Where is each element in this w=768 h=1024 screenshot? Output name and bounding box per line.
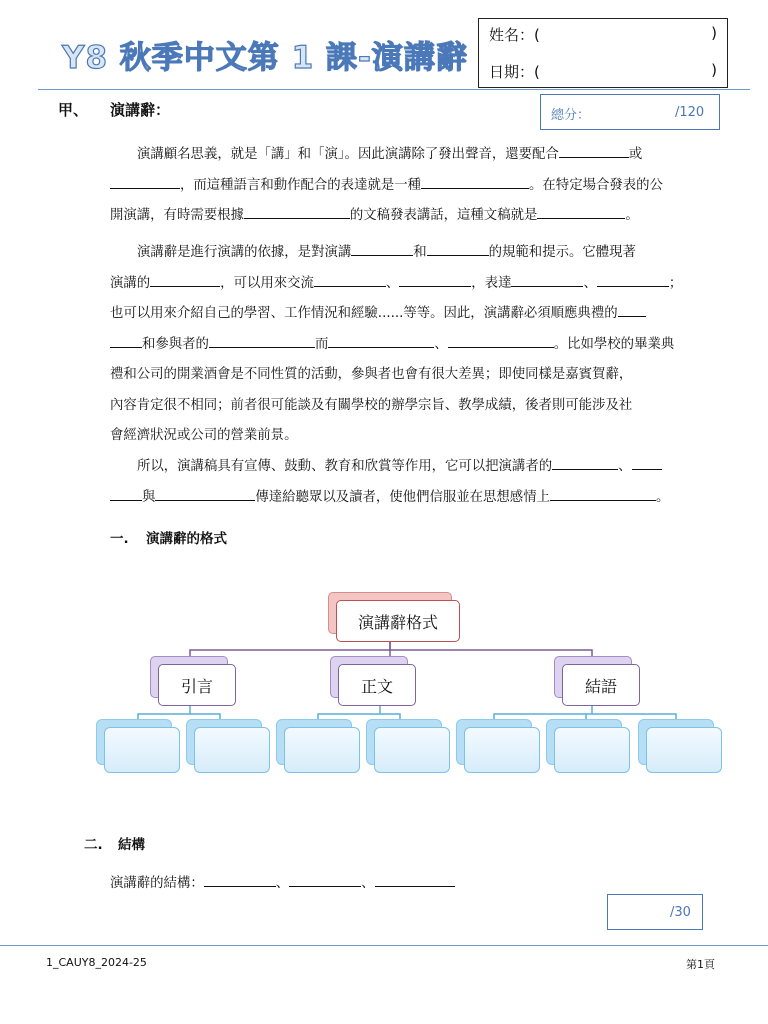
total-score-label: 總分： — [551, 108, 591, 123]
p3-text-1: 所以，演講稿具有宣傳、鼓動、教育和欣賞等作用，它可以把演講者的 — [137, 459, 553, 474]
p2-text-2: 和 — [413, 245, 427, 260]
fill-blank[interactable] — [351, 241, 413, 256]
p1-text-1: 演講顧名思義，就是「講」和「演」。因此演講除了發出聲音，還要配合 — [137, 147, 559, 162]
fill-blank[interactable] — [155, 486, 255, 501]
fill-blank[interactable] — [110, 333, 142, 348]
p1-text-5: 開演講，有時需要根據 — [110, 208, 244, 223]
fill-blank[interactable] — [150, 272, 220, 287]
section-2-title: 結構 — [118, 837, 145, 853]
fill-blank[interactable] — [328, 333, 434, 348]
p2-text-15: 禮和公司的開業酒會是不同性質的活動，參與者也會有很大差異；即使同樣是嘉賓賀辭， — [110, 367, 633, 382]
worksheet-title: Y8 秋季中文第 1 課-演講辭 — [62, 40, 468, 76]
fill-blank[interactable] — [421, 174, 529, 189]
p2-text-5: ，可以用來交流 — [220, 275, 314, 291]
p2-text-7: ，表達 — [471, 275, 512, 291]
fill-blank[interactable] — [244, 204, 350, 219]
fill-blank[interactable] — [559, 143, 629, 158]
p1-text-7: 。 — [625, 208, 639, 223]
p3-text-4: 傳達給聽眾以及讀者，使他們信服並在思想感情上 — [255, 489, 550, 505]
fill-blank[interactable] — [632, 455, 662, 470]
total-score-value: /120 — [675, 105, 705, 120]
p2-line-6 — [110, 391, 720, 422]
name-close-paren: ) — [711, 24, 717, 42]
p2-text-8: 、 — [583, 275, 597, 291]
structure-label: 演講辭的結構： — [110, 876, 204, 891]
paragraph-1 — [110, 140, 720, 232]
intro-leaf-2[interactable] — [194, 727, 270, 773]
fill-blank[interactable] — [550, 486, 656, 501]
p2-text-14: 。比如學校的畢業典 — [553, 336, 675, 352]
p2-line-4 — [110, 330, 720, 361]
footer-page-number: 第1頁 — [686, 958, 715, 971]
p1-line-1 — [110, 140, 720, 171]
intro-node: 引言 — [158, 664, 236, 706]
section-1-title: 演講辭的格式 — [146, 531, 227, 547]
date-close-paren: ) — [711, 61, 717, 79]
p2-line-2 — [110, 269, 720, 300]
date-row — [489, 61, 717, 83]
format-diagram — [0, 580, 768, 780]
fill-blank[interactable] — [209, 333, 315, 348]
p1-text-6: 的文稿發表講話，這種文稿就是 — [349, 208, 538, 223]
conclusion-leaf-3[interactable] — [646, 727, 722, 773]
root-node: 演講辭格式 — [336, 600, 460, 642]
p2-text-4: 演講的 — [110, 275, 151, 291]
fill-blank[interactable] — [427, 241, 489, 256]
conclusion-node: 結語 — [562, 664, 640, 706]
p2-text-3: 的規範和提示。它體現著 — [488, 245, 636, 260]
paragraph-2 — [110, 238, 720, 452]
fill-blank[interactable] — [399, 272, 471, 287]
p1-line-2 — [110, 171, 720, 202]
fill-blank[interactable] — [618, 302, 646, 317]
footer-code: 1_CAUY8_2024-25 — [46, 956, 147, 969]
header-divider — [38, 89, 750, 90]
structure-sep-2: 、 — [361, 876, 375, 891]
fill-blank[interactable] — [110, 486, 142, 501]
fill-blank[interactable] — [511, 272, 583, 287]
name-row — [489, 24, 717, 46]
section-2-score-value: /30 — [670, 905, 691, 920]
paragraph-3 — [110, 452, 720, 513]
p3-line-2 — [110, 483, 720, 514]
section-1-number: 一. — [110, 531, 129, 547]
body-leaf-2[interactable] — [374, 727, 450, 773]
date-label: 日期：( — [489, 63, 540, 81]
section-a-title: 演講辭： — [110, 101, 171, 119]
body-node: 正文 — [338, 664, 416, 706]
section-2-number: 二. — [84, 837, 103, 853]
p2-text-10: 也可以用來介紹自己的學習、工作情況和經驗......等等。因此，演講辭必須順應典禮的 — [110, 306, 618, 321]
structure-blank-1[interactable] — [204, 872, 276, 887]
p2-text-12: 而 — [314, 336, 329, 352]
p3-line-1 — [110, 452, 720, 483]
p1-text-3: ，而這種語言和動作配合的表達就是一種 — [180, 177, 422, 193]
structure-blank-2[interactable] — [289, 872, 361, 887]
name-label: 姓名：( — [489, 26, 540, 44]
p2-line-7 — [110, 421, 720, 452]
conclusion-leaf-2[interactable] — [554, 727, 630, 773]
p2-text-16: 內容肯定很不相同；前者很可能談及有關學校的辦學宗旨、教學成績，後者則可能涉及社 — [110, 397, 633, 413]
body-leaf-1[interactable] — [284, 727, 360, 773]
p2-line-5 — [110, 360, 720, 391]
name-date-box — [478, 18, 728, 88]
p2-text-13: 、 — [434, 336, 448, 352]
structure-blank-3[interactable] — [375, 872, 455, 887]
section-2-score-box — [607, 894, 703, 930]
p3-text-2: 、 — [618, 459, 632, 474]
p2-text-1: 演講辭是進行演講的依據，是對演講 — [137, 245, 352, 260]
p1-text-4: 。在特定場合發表的公 — [529, 177, 663, 193]
fill-blank[interactable] — [552, 455, 618, 470]
p3-text-3: 與 — [142, 489, 156, 505]
p2-text-11: 和參與者的 — [142, 336, 209, 352]
intro-leaf-1[interactable] — [104, 727, 180, 773]
p3-text-5: 。 — [655, 489, 670, 505]
fill-blank[interactable] — [537, 204, 625, 219]
structure-sep-1: 、 — [275, 876, 290, 891]
p2-text-17: 會經濟狀況或公司的營業前景。 — [110, 428, 298, 443]
fill-blank[interactable] — [110, 174, 180, 189]
fill-blank[interactable] — [448, 333, 554, 348]
p1-line-3 — [110, 201, 720, 232]
fill-blank[interactable] — [597, 272, 669, 287]
structure-line — [110, 872, 455, 891]
p1-text-2: 或 — [628, 147, 643, 162]
p2-line-3 — [110, 299, 720, 330]
p2-line-1 — [110, 238, 720, 269]
conclusion-leaf-1[interactable] — [464, 727, 540, 773]
footer-divider — [0, 945, 768, 946]
total-score-box — [540, 94, 720, 130]
p2-text-9: ； — [668, 275, 683, 291]
p2-text-6: 、 — [385, 275, 400, 291]
fill-blank[interactable] — [314, 272, 386, 287]
section-a-label: 甲、 — [58, 101, 89, 119]
